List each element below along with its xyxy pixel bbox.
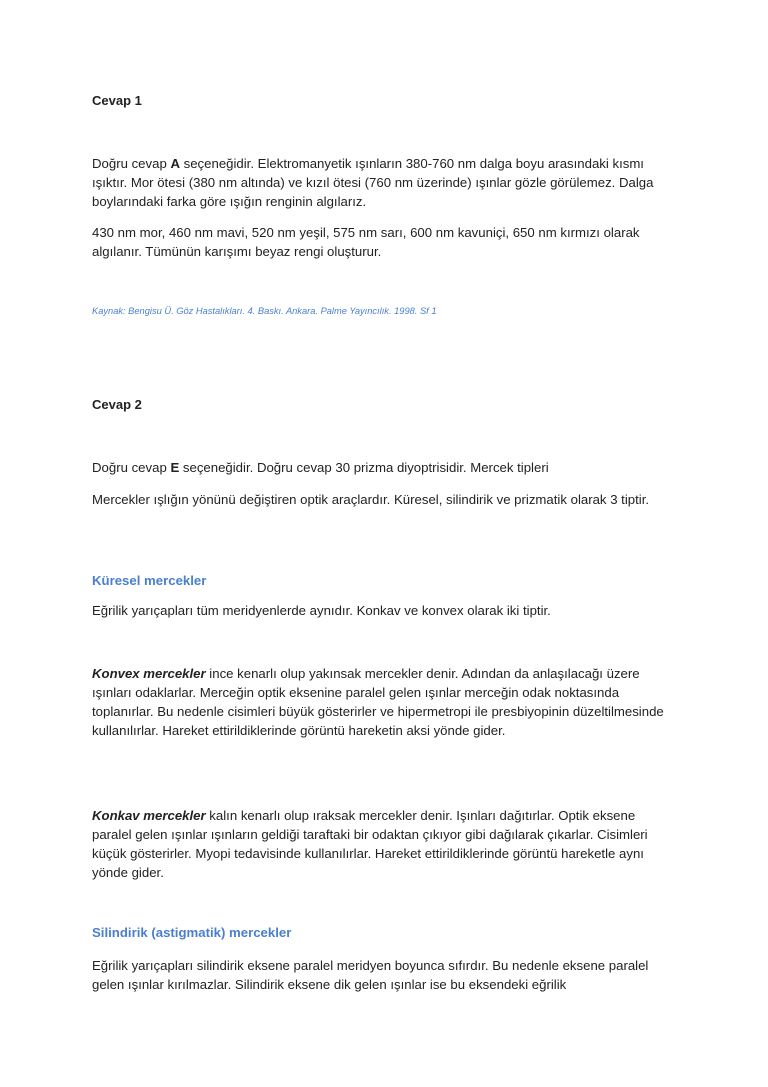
cevap2-p1-pre: Doğru cevap — [92, 460, 171, 475]
cevap1-answer-letter: A — [170, 156, 180, 171]
silindirik-mercekler-text: Eğrilik yarıçapları silindirik eksene paralel meridyen boyunca sıfırdır. Bu nedenle eksene paralel gelen ışınlar kırılmazlar. Silindirik eksene dik gelen ışınlar ise bu eksendeki eğrilik — [92, 958, 649, 992]
konvex-paragraph — [92, 664, 672, 740]
cevap2-paragraph-2: Mercekler ışlığın yönünü değiştiren optik araçlardır. Küresel, silindirik ve prizmatik olarak 3 tiptir. — [92, 492, 650, 507]
konkav-term: Konkav mercekler — [92, 808, 206, 823]
cevap1-source-citation: Kaynak: Bengisu Ü. Göz Hastalıkları. 4. Baskı. Ankara. Palme Yayıncılık. 1998. Sf 1 — [92, 306, 437, 316]
konvex-term: Konvex mercekler — [92, 666, 206, 681]
konkav-paragraph — [92, 806, 672, 882]
kuresel-mercekler-text: Eğrilik yarıçapları tüm meridyenlerde aynıdır. Konkav ve konvex olarak iki tiptir. — [92, 603, 551, 618]
cevap2-answer-letter: E — [170, 460, 180, 475]
cevap1-paragraph-1 — [92, 154, 672, 211]
kuresel-mercekler-heading: Küresel mercekler — [92, 573, 207, 588]
cevap2-heading: Cevap 2 — [92, 397, 142, 412]
cevap2-paragraph-1 — [92, 458, 672, 477]
konkav-text: kalın kenarlı olup ıraksak mercekler denir. Işınları dağıtırlar. Optik eksene paralel gelen ışınlar ışınların geldiği taraftaki bir odaktan çıkıyor gibi dağılarak çıkarlar. Cisimleri küçük gösterirler. Myopi tedavisinde kullanılırlar. Hareket ettirildiklerinde görüntü hareketle aynı yönde gider. — [92, 808, 648, 880]
cevap1-p1-pre: Doğru cevap — [92, 156, 171, 171]
cevap2-p1-post: seçeneğidir. Doğru cevap 30 prizma diyoptrisidir. Mercek tipleri — [179, 460, 549, 475]
silindirik-mercekler-heading: Silindirik (astigmatik) mercekler — [92, 925, 292, 940]
cevap1-paragraph-2: 430 nm mor, 460 nm mavi, 520 nm yeşil, 575 nm sarı, 600 nm kavuniçi, 650 nm kırmızı olarak algılanır. Tümünün karışımı beyaz rengi oluşturur. — [92, 225, 640, 259]
cevap1-p1-post: seçeneğidir. Elektromanyetik ışınların 380-760 nm dalga boyu arasındaki kısmı ışıktır. Mor ötesi (380 nm altında) ve kızıl ötesi (760 nm üzerinde) ışınlar gözle görülemez. Dalga boylarındaki farka göre ışığın renginin algılarız. — [92, 156, 654, 209]
konvex-text: ince kenarlı olup yakınsak mercekler denir. Adından da anlaşılacağı üzere ışınları odaklarlar. Merceğin optik eksenine paralel gelen ışınlar merceğin odak noktasında toplanırlar. Bu nedenle cisimleri büyük gösterirler ve hipermetropi ile presbiyopinin düzeltilmesinde kullanılırlar. Hareket ettirildiklerinde görüntü hareketin aksi yönde gider. — [92, 666, 664, 738]
cevap1-heading: Cevap 1 — [92, 93, 142, 108]
